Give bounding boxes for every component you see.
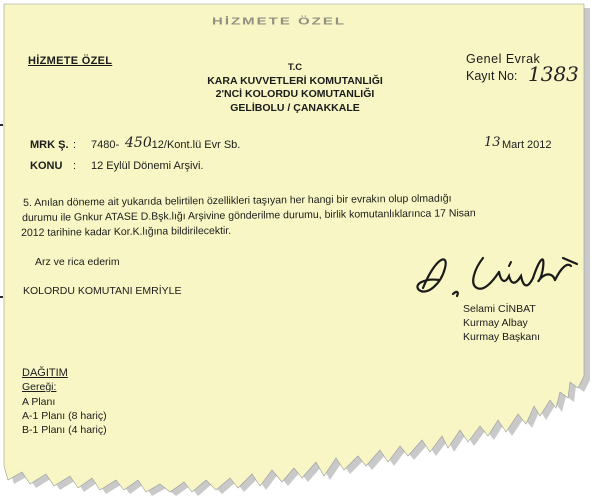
letterhead-corps: 2'NCİ KOLORDU KOMUTANLIĞI — [215, 88, 375, 100]
konu-value: 12 Eylül Dönemi Arşivi. — [91, 160, 204, 172]
distribution-subheading: Gereği: — [22, 381, 57, 393]
handwritten-signature — [405, 238, 585, 308]
scan-mark — [0, 296, 3, 298]
date-rest: Mart 2012 — [502, 139, 552, 151]
signatory-name: Selami CİNBAT — [463, 303, 536, 315]
mrk-separator: : — [73, 139, 77, 151]
signatory-title: Kurmay Başkanı — [463, 331, 541, 343]
mrk-handwritten-number: 450 — [125, 135, 152, 151]
letterhead-command: KARA KUVVETLERİ KOMUTANLIĞI — [207, 75, 383, 87]
date-day: 13 — [484, 135, 501, 150]
distribution-item: B-1 Planı (4 hariç) — [22, 424, 107, 436]
letterhead-tc: T.C — [287, 62, 303, 73]
letterhead-location: GELİBOLU / ÇANAKKALE — [230, 102, 360, 114]
registry-number-label: Kayıt No: — [466, 69, 518, 83]
body-paragraph-line: 5. Anılan döneme ait yukarıda belirtilen özellikleri taşıyan her hangi bir evrakın olup olmadığı — [23, 192, 452, 209]
registry-label: Genel Evrak — [466, 52, 541, 66]
classification-stamp: HİZMETE ÖZEL — [212, 15, 346, 28]
distribution-item: A Planı — [22, 396, 56, 408]
konu-label: KONU — [30, 160, 63, 172]
registry-number: 1383 — [528, 62, 579, 86]
signatory-rank: Kurmay Albay — [463, 317, 528, 329]
distribution-item: A-1 Planı (8 hariç) — [22, 410, 107, 422]
on-behalf-line: KOLORDU KOMUTANI EMRİYLE — [23, 285, 182, 297]
scan-mark — [0, 124, 3, 126]
closing-text: Arz ve rica ederim — [35, 256, 120, 268]
body-paragraph-line: durumu ile Gnkur ATASE D.Bşk.lığı Arşivine gönderilme durumu, birlik komutanlıklarınca 17 Nisan — [22, 207, 476, 224]
konu-separator: : — [73, 160, 77, 172]
mrk-label: MRK Ş. — [30, 139, 69, 151]
mrk-prefix: 7480- — [91, 139, 120, 151]
classification-label: HİZMETE ÖZEL — [28, 55, 113, 67]
body-paragraph-line: 2012 tarihine kadar Kor.K.lığına bildirilecektir. — [21, 224, 232, 239]
mrk-suffix: -12/Kont.lü Evr Sb. — [148, 139, 241, 151]
distribution-heading: DAĞITIM — [22, 367, 68, 379]
